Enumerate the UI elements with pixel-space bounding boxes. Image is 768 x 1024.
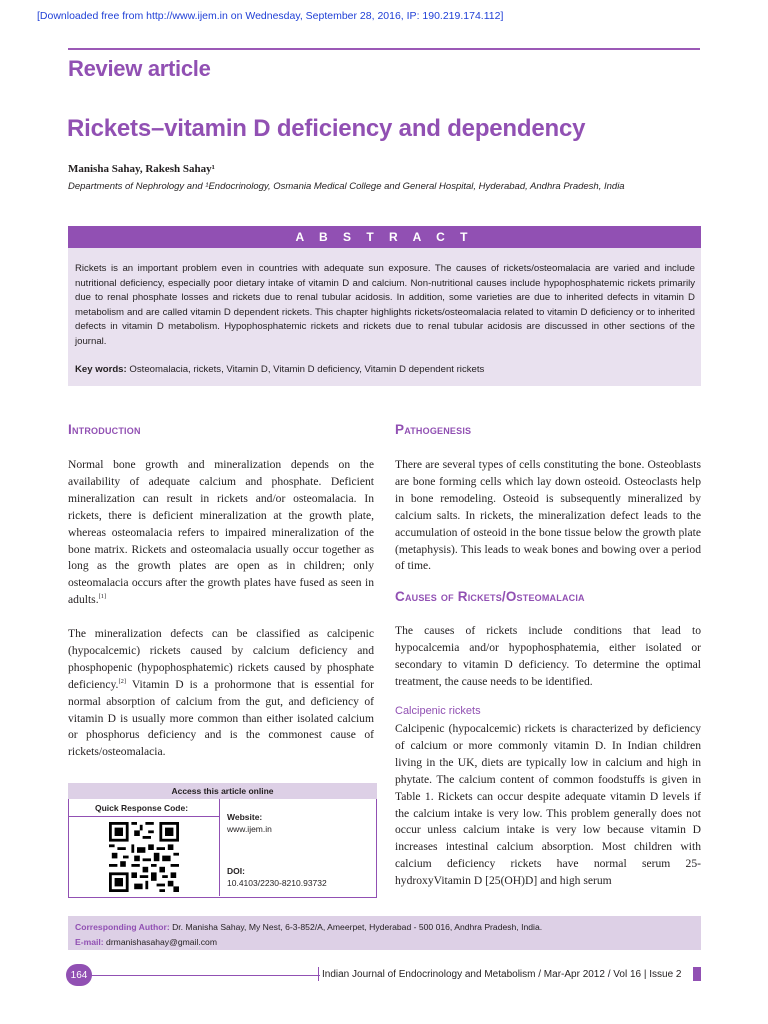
journal-citation: Indian Journal of Endocrinology and Metabolism / Mar-Apr 2012 / Vol 16 | Issue 2 bbox=[322, 969, 682, 980]
article-title: Rickets–vitamin D deficiency and dependency bbox=[67, 115, 586, 142]
website-link[interactable]: www.ijem.in bbox=[227, 824, 272, 834]
ref-2[interactable]: [2] bbox=[118, 677, 127, 685]
doi-label: DOI: bbox=[227, 866, 245, 876]
calcipenic-text: Calcipenic (hypocalcemic) rickets is characterized by deficiency of calcium or more commonly vitamin D. In Indian children living in the UK, diets are typically low in calcium and high in phytate. The calcium content of common foodstuffs is given in Table 1. Rickets can occur despite adequate vitamin D levels if the calcium intake is very low. This problem generally does not occur unless calcium intake is very low because vitamin D increases intestinal calcium absorption. Most children with calcium deficiency rickets have normal serum 25-hydroxyVitamin D [25(OH)D] and high serum bbox=[395, 722, 701, 888]
section-label: Review article bbox=[68, 56, 211, 81]
access-divider bbox=[219, 799, 220, 896]
introduction-heading: Introduction bbox=[68, 422, 141, 437]
email-label: E-mail: bbox=[75, 937, 104, 947]
causes-text: The causes of rickets include conditions that lead to hypocalcemia and/or hypophosphatemia, either isolated or secondary to vitamin D deficiency. To determine the optimal treatment, the cause needs to be identified. bbox=[395, 624, 701, 688]
header-rule bbox=[68, 48, 700, 50]
corr-text: Dr. Manisha Sahay, My Nest, 6-3-852/A, Ameerpet, Hyderabad - 500 016, Andhra Pradesh, India. bbox=[169, 922, 543, 932]
keywords bbox=[75, 364, 695, 375]
email-address[interactable]: drmanishasahay@gmail.com bbox=[103, 937, 217, 947]
website-label: Website: bbox=[227, 812, 263, 822]
introduction-p2 bbox=[68, 626, 374, 761]
affiliation: Departments of Nephrology and ¹Endocrinology, Osmania Medical College and General Hospital, Hyderabad, Andhra Pradesh, India bbox=[68, 181, 625, 192]
footer-end-bar bbox=[693, 967, 701, 981]
footer-separator bbox=[318, 967, 319, 981]
abstract-heading: A B S T R A C T bbox=[68, 226, 701, 248]
introduction-p1 bbox=[68, 457, 374, 609]
qr-label: Quick Response Code: bbox=[95, 803, 189, 813]
keywords-list: Osteomalacia, rickets, Vitamin D, Vitamin D deficiency, Vitamin D dependent rickets bbox=[129, 364, 485, 375]
authors: Manisha Sahay, Rakesh Sahay¹ bbox=[68, 163, 215, 175]
qr-divider bbox=[68, 816, 219, 817]
page-number: 164 bbox=[66, 964, 92, 986]
qr-code-icon[interactable] bbox=[109, 822, 179, 892]
download-note: [Downloaded free from http://www.ijem.in on Wednesday, September 28, 2016, IP: 190.219.174.112] bbox=[37, 10, 504, 22]
footer-rule bbox=[90, 975, 320, 976]
keywords-label: Key words: bbox=[75, 364, 127, 375]
doi-value[interactable]: 10.4103/2230-8210.93732 bbox=[227, 878, 327, 888]
intro-p2a: The mineralization defects can be classified as calcipenic (hypocalcemic) rickets caused by calcium deficiency and phosphopenic (hypophosphatemic) rickets caused by phosphate deficiency. bbox=[68, 627, 374, 691]
intro-p2b: Vitamin D is a prohormone that is essential for normal absorption of calcium from the gut, and deficiency of vitamin D is usually more common than either isolated calcium or phosphorus deficiency and is the commonest cause of rickets/osteomalacia. bbox=[68, 677, 374, 759]
abstract-text: Rickets is an important problem even in countries with adequate sun exposure. The causes of rickets/osteomalacia are varied and include nutritional deficiency, especially poor dietary intake of vitamin D and calcium. Non-nutritional causes include hypophosphatemic rickets primarily due to renal phosphate losses and rickets due to renal tubular acidosis. In addition, some varieties are due to inherited defects in vitamin D metabolism and are called vitamin D dependent rickets. This chapter highlights rickets/osteomalacia related to vitamin D deficiency or to inherited defects in vitamin D metabolism. Hypophosphatemic rickets and rickets due to renal tubular acidosis are discussed in other sections of the journal. bbox=[75, 263, 695, 347]
pathogenesis-text: There are several types of cells constituting the bone. Osteoblasts are bone forming cells which lay down osteoid. Osteoclasts help in bone remodeling. Osteoid is subsequently mineralized by calcium salts. In rickets, the mineralization defect leads to the accumulation of osteoid in the bone tissue below the growth plate (metaphysis). This leads to weak bones and bowing over a period of time. bbox=[395, 458, 701, 573]
pathogenesis-heading: Pathogenesis bbox=[395, 422, 472, 437]
corresponding-author bbox=[75, 922, 542, 932]
access-heading: Access this article online bbox=[68, 783, 377, 799]
email-line bbox=[75, 937, 217, 947]
intro-p1-text: Normal bone growth and mineralization depends on the availability of adequate calcium and phosphate. Deficient mineralization can result in rickets and/or osteomalacia. In rickets, there is deficient mineralization at the growth plate, whereas osteomalacia refers to impaired mineralization of the bone matrix. Rickets and osteomalacia usually occur together as long as the growth plates are open as in children; only osteomalacia occurs after the growth plates have fused as seen in adults. bbox=[68, 458, 374, 607]
calcipenic-subheading: Calcipenic rickets bbox=[395, 705, 481, 717]
ref-1[interactable]: [1] bbox=[98, 593, 107, 601]
causes-heading: Causes of Rickets/Osteomalacia bbox=[395, 589, 585, 604]
corr-label: Corresponding Author: bbox=[75, 922, 170, 932]
